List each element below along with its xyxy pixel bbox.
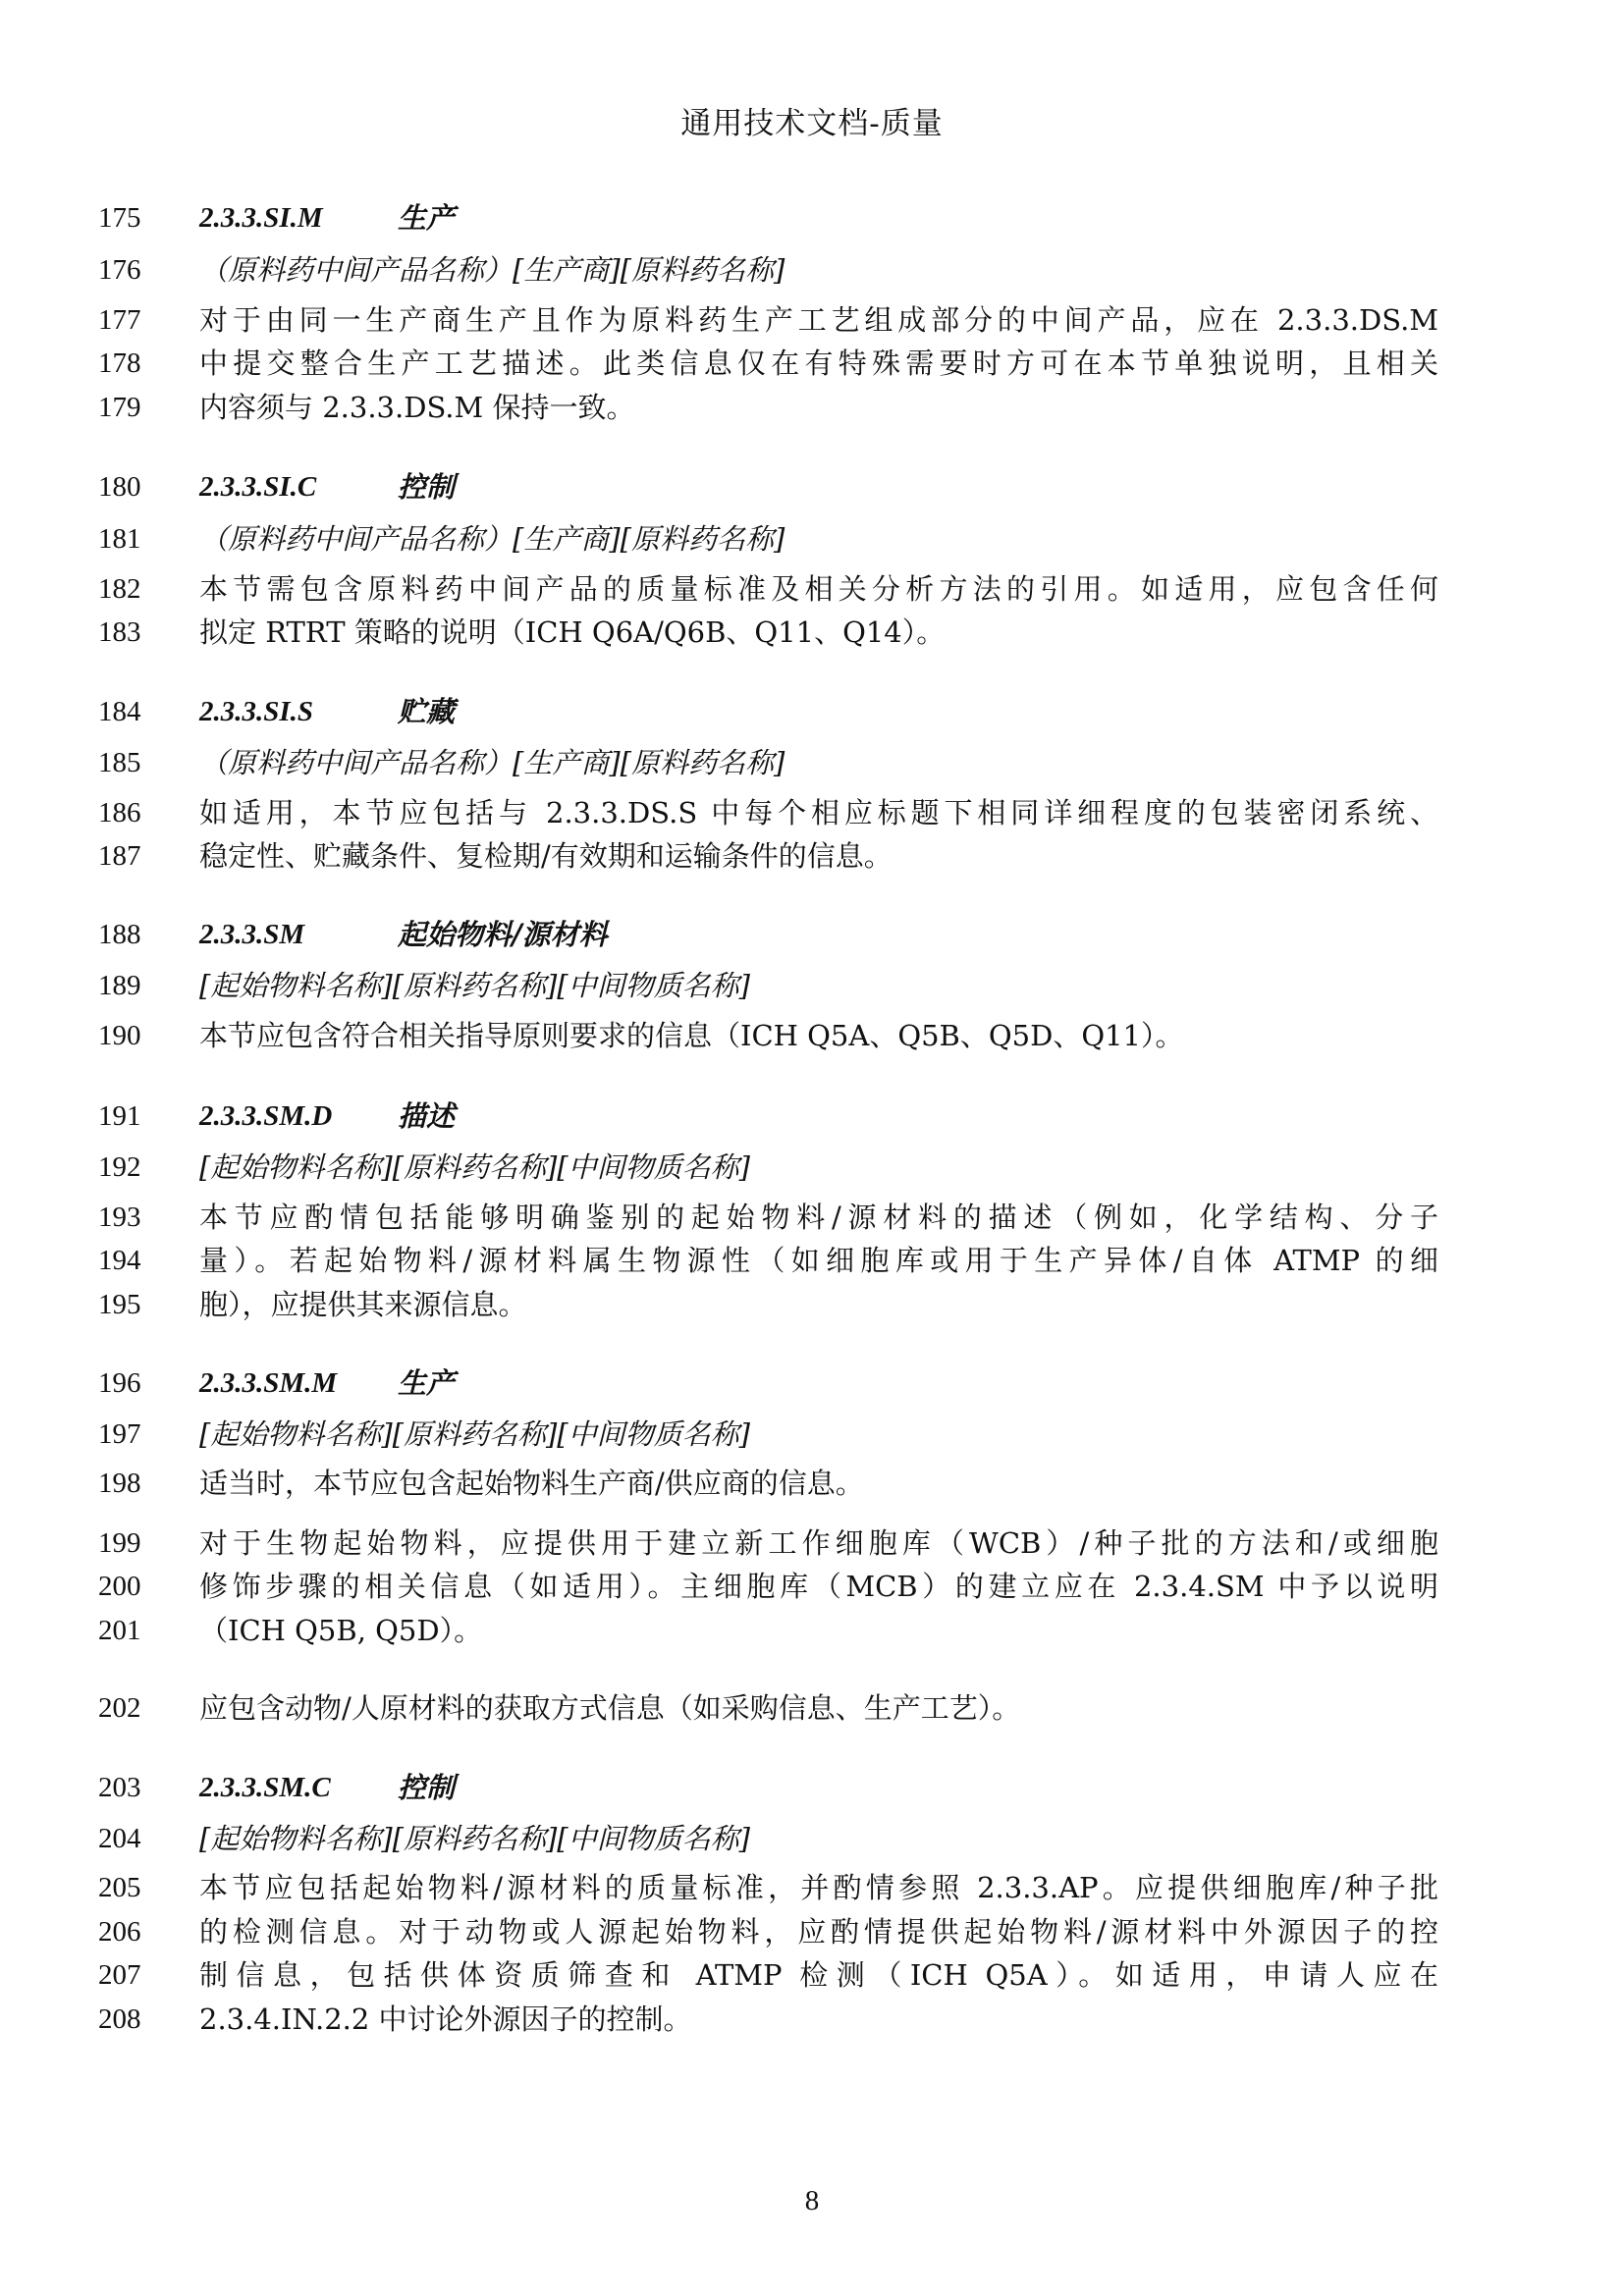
body-text-line: 2.3.4.IN.2.2 中讨论外源因子的控制。 <box>199 2002 692 2036</box>
page-header: 通用技术文档-质量 <box>680 106 944 141</box>
body-text-line: 稳定性、贮藏条件、复检期/有效期和运输条件的信息。 <box>199 839 893 873</box>
line-number: 208 <box>98 2003 141 2035</box>
line-number: 196 <box>98 1367 141 1399</box>
body-text-line: 本节应包含符合相关指导原则要求的信息（ICH Q5A、Q5B、Q5D、Q11）。 <box>199 1019 1184 1052</box>
section-subtitle: [起始物料名称][原料药名称][中间物质名称] <box>199 1150 750 1184</box>
line-number: 197 <box>98 1418 141 1450</box>
body-text-line: 胞），应提供其来源信息。 <box>199 1288 527 1321</box>
section-number: 2.3.3.SM <box>199 919 305 950</box>
body-text-line: （ICH Q5B, Q5D）。 <box>199 1614 483 1647</box>
body-text-line: 制信息，包括供体资质筛查和 ATMP 检测（ICH Q5A）。如适用，申请人应在 <box>199 1958 1438 1992</box>
line-number: 204 <box>98 1823 141 1854</box>
body-text-line: 如适用，本节应包括与 2.3.3.DS.S 中每个相应标题下相同详细程度的包装密闭系统、 <box>199 796 1438 829</box>
body-text-line: 修饰步骤的相关信息（如适用）。主细胞库（MCB）的建立应在 2.3.4.SM 中予以说明 <box>199 1570 1438 1603</box>
section-number: 2.3.3.SM.D <box>199 1100 333 1132</box>
section-subtitle: [起始物料名称][原料药名称][中间物质名称] <box>199 1417 750 1451</box>
section-number: 2.3.3.SI.C <box>199 471 317 503</box>
body-text-line: 的检测信息。对于动物或人源起始物料，应酌情提供起始物料/源材料中外源因子的控 <box>199 1915 1438 1949</box>
body-text-line: 应包含动物/人原材料的获取方式信息（如采购信息、生产工艺）。 <box>199 1691 1021 1725</box>
section-subtitle: （原料药中间产品名称）[生产商][原料药名称] <box>199 522 785 556</box>
line-number: 175 <box>98 202 141 234</box>
section-subtitle: （原料药中间产品名称）[生产商][原料药名称] <box>199 746 785 779</box>
line-number: 205 <box>98 1872 141 1903</box>
line-number: 191 <box>98 1100 141 1132</box>
section-title: 贮藏 <box>398 695 456 728</box>
body-text-line: 适当时，本节应包含起始物料生产商/供应商的信息。 <box>199 1467 864 1500</box>
line-number: 181 <box>98 523 141 555</box>
body-text-line: 量）。若起始物料/源材料属生物源性（如细胞库或用于生产异体/自体 ATMP 的细 <box>199 1244 1438 1277</box>
line-number: 202 <box>98 1692 141 1724</box>
section-title: 生产 <box>398 201 456 235</box>
line-number: 185 <box>98 747 141 778</box>
line-number: 188 <box>98 919 141 950</box>
line-number: 206 <box>98 1916 141 1948</box>
line-number: 201 <box>98 1615 141 1646</box>
section-title: 生产 <box>398 1366 456 1400</box>
line-number: 179 <box>98 392 141 423</box>
line-number: 178 <box>98 347 141 379</box>
line-number: 199 <box>98 1527 141 1559</box>
section-number: 2.3.3.SM.M <box>199 1367 338 1399</box>
line-number: 186 <box>98 797 141 828</box>
line-number: 180 <box>98 471 141 503</box>
section-number: 2.3.3.SI.M <box>199 202 323 234</box>
page-number: 8 <box>804 2185 820 2216</box>
section-title: 控制 <box>398 1771 456 1804</box>
line-number: 198 <box>98 1468 141 1499</box>
line-number: 184 <box>98 696 141 727</box>
section-number: 2.3.3.SI.S <box>199 696 314 727</box>
line-number: 207 <box>98 1959 141 1991</box>
body-text-line: 本节应酌情包括能够明确鉴别的起始物料/源材料的描述（例如，化学结构、分子 <box>199 1201 1438 1234</box>
body-text-line: 内容须与 2.3.3.DS.M 保持一致。 <box>199 391 635 424</box>
section-subtitle: （原料药中间产品名称）[生产商][原料药名称] <box>199 253 785 287</box>
line-number: 189 <box>98 970 141 1001</box>
section-title: 描述 <box>398 1099 456 1133</box>
body-text-line: 中提交整合生产工艺描述。此类信息仅在有特殊需要时方可在本节单独说明，且相关 <box>199 347 1438 380</box>
line-number: 183 <box>98 616 141 648</box>
body-text-line: 本节需包含原料药中间产品的质量标准及相关分析方法的引用。如适用，应包含任何 <box>199 572 1438 606</box>
section-subtitle: [起始物料名称][原料药名称][中间物质名称] <box>199 1822 750 1855</box>
body-text-line: 对于由同一生产商生产且作为原料药生产工艺组成部分的中间产品，应在 2.3.3.DS.M <box>199 303 1438 337</box>
body-text-line: 本节应包括起始物料/源材料的质量标准，并酌情参照 2.3.3.AP。应提供细胞库/种子批 <box>199 1871 1438 1904</box>
line-number: 182 <box>98 573 141 605</box>
section-subtitle: [起始物料名称][原料药名称][中间物质名称] <box>199 969 750 1002</box>
line-number: 192 <box>98 1151 141 1183</box>
line-number: 203 <box>98 1772 141 1803</box>
line-number: 193 <box>98 1201 141 1233</box>
section-number: 2.3.3.SM.C <box>199 1772 331 1803</box>
line-number: 176 <box>98 254 141 286</box>
line-number: 200 <box>98 1571 141 1602</box>
line-number: 195 <box>98 1289 141 1320</box>
section-title: 控制 <box>398 470 456 504</box>
body-text-line: 对于生物起始物料，应提供用于建立新工作细胞库（WCB）/种子批的方法和/或细胞 <box>199 1526 1438 1560</box>
line-number: 194 <box>98 1245 141 1276</box>
body-text-line: 拟定 RTRT 策略的说明（ICH Q6A/Q6B、Q11、Q14）。 <box>199 615 946 649</box>
line-number: 177 <box>98 304 141 336</box>
line-number: 187 <box>98 840 141 872</box>
section-title: 起始物料/源材料 <box>398 918 608 951</box>
line-number: 190 <box>98 1020 141 1051</box>
